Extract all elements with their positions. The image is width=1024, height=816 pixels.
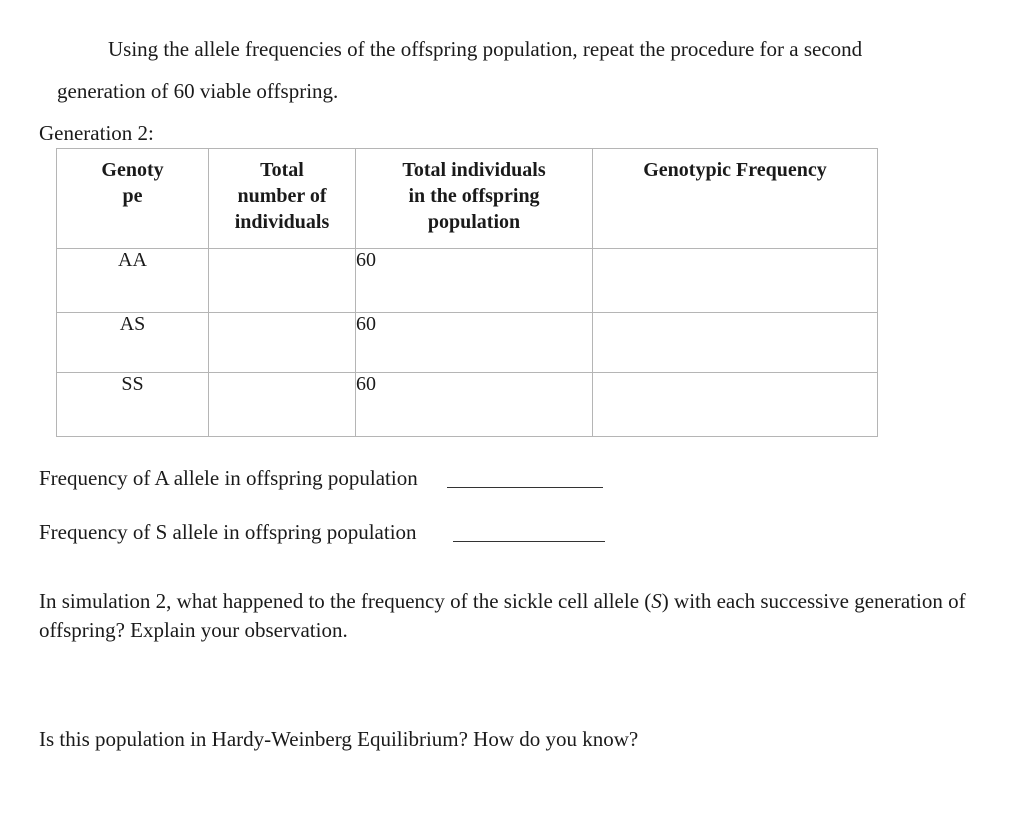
total-header-line-2: number of	[237, 185, 327, 207]
offspring-header	[356, 149, 593, 249]
simulation-question-start: In simulation 2, what happened to the frequency of the sickle cell allele (	[39, 589, 652, 613]
genotype-cell: AA	[57, 249, 209, 313]
offspring-header-line-3: population	[427, 211, 521, 233]
genotype-cell: SS	[57, 373, 209, 437]
total-input-cell[interactable]	[209, 373, 356, 437]
total-header-line-1: Total	[260, 159, 304, 181]
intro-line-1: Using the allele frequencies of the offspring population, repeat the procedure for a second	[108, 37, 863, 61]
frequency-input-cell[interactable]	[593, 313, 878, 373]
genotype-header	[57, 149, 209, 249]
intro-line-2: generation of 60 viable offspring.	[57, 79, 339, 103]
table-row	[57, 373, 878, 437]
frequency-input-cell[interactable]	[593, 373, 878, 437]
offspring-header-line-2: in the offspring	[408, 185, 540, 207]
total-header-line-3: individuals	[234, 211, 330, 233]
genotype-cell: AS	[57, 313, 209, 373]
genotype-table	[56, 148, 878, 437]
table-row	[57, 313, 878, 373]
genotype-header-line-2: pe	[122, 185, 143, 207]
table-row	[57, 249, 878, 313]
frequency-input-cell[interactable]	[593, 249, 878, 313]
freq-a-question: Frequency of A allele in offspring population	[39, 466, 418, 490]
freq-s-answer-line[interactable]	[453, 541, 605, 542]
offspring-cell: 60	[356, 373, 593, 437]
total-input-cell[interactable]	[209, 313, 356, 373]
table-header-row	[57, 149, 878, 249]
offspring-cell: 60	[356, 313, 593, 373]
hardy-weinberg-question: Is this population in Hardy-Weinberg Equilibrium? How do you know?	[39, 727, 639, 751]
total-input-cell[interactable]	[209, 249, 356, 313]
offspring-header-line-1: Total individuals	[402, 159, 546, 181]
sickle-allele-symbol: S	[651, 589, 662, 613]
frequency-header: Genotypic Frequency	[593, 149, 878, 249]
freq-a-answer-line[interactable]	[447, 487, 603, 488]
genotype-header-line-1: Genoty	[101, 159, 164, 181]
total-header	[209, 149, 356, 249]
simulation-question	[39, 587, 989, 645]
freq-s-question: Frequency of S allele in offspring population	[39, 520, 417, 544]
offspring-cell: 60	[356, 249, 593, 313]
simulation-question-end: ) with each successive generation of offspring? Explain your observation.	[39, 589, 966, 642]
generation-label: Generation 2:	[39, 121, 154, 145]
